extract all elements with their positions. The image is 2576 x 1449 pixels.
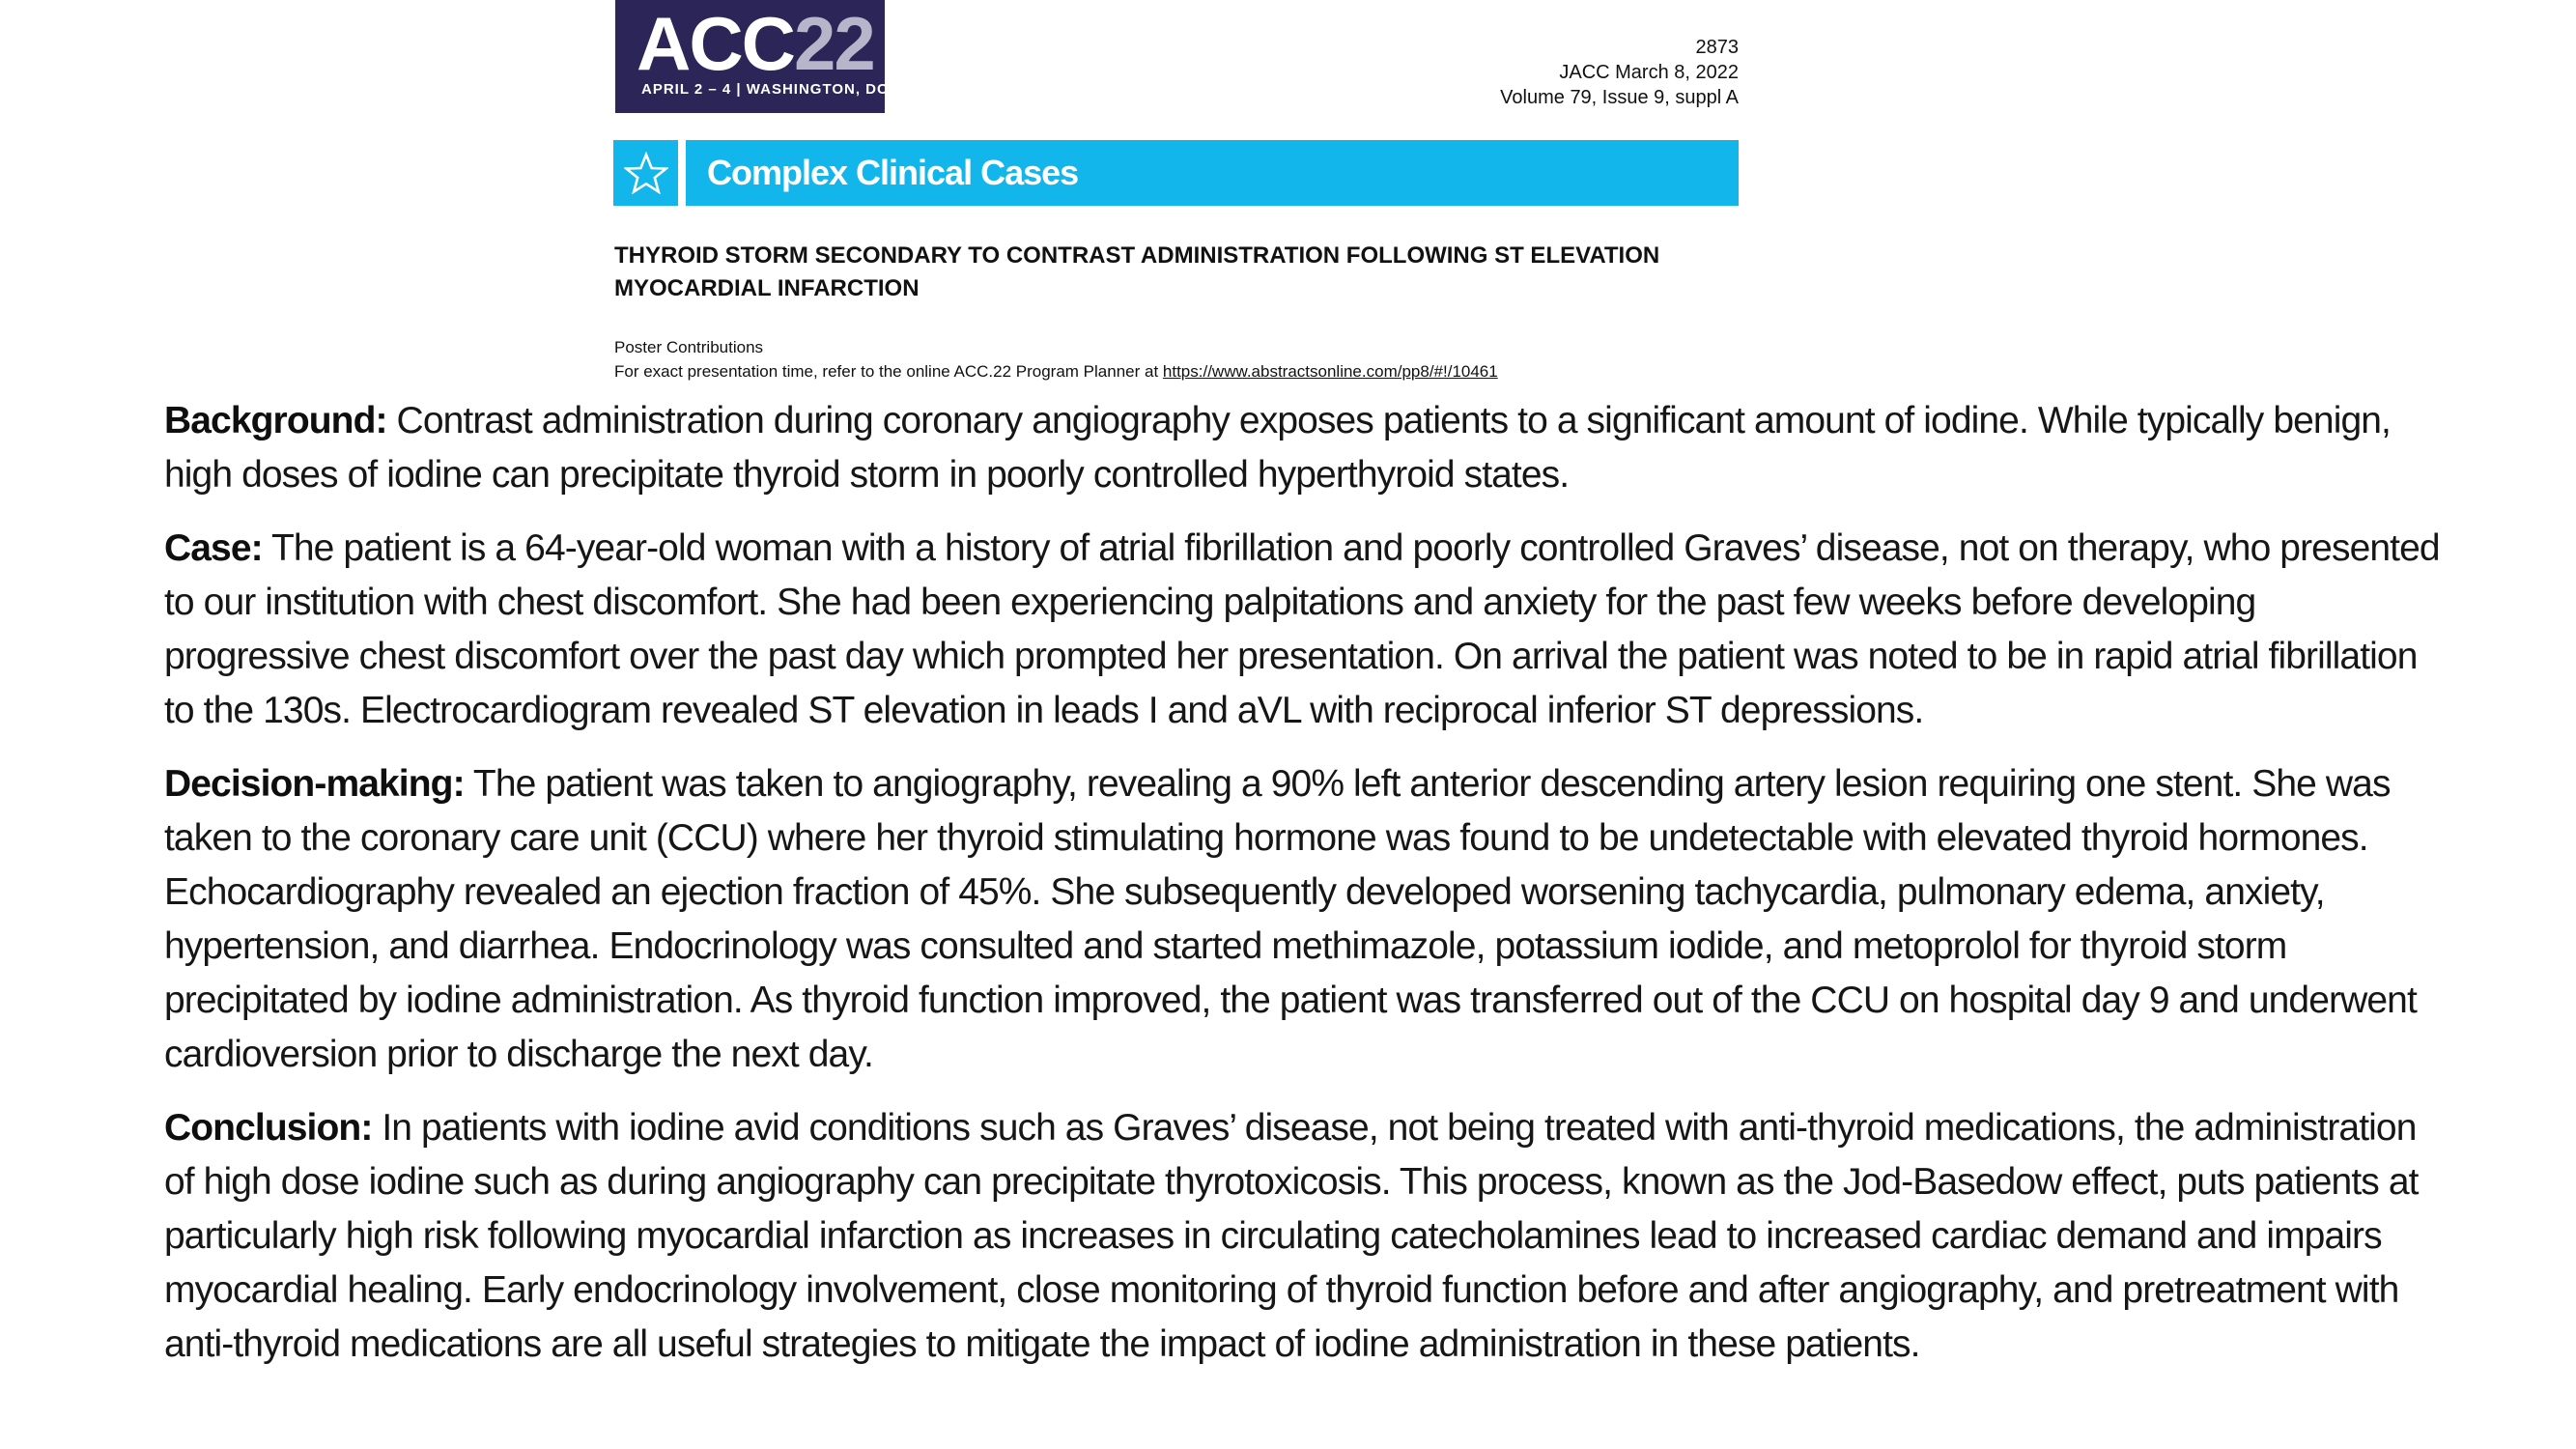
- section-banner: [613, 140, 1739, 206]
- section-title: Complex Clinical Cases: [707, 153, 1079, 192]
- conclusion-heading: Conclusion:: [164, 1107, 373, 1149]
- logo-wordmark: ACC22: [637, 1, 874, 86]
- journal-volume: Volume 79, Issue 9, suppl A: [1500, 87, 1739, 108]
- acc22-logo: [615, 0, 889, 113]
- abstract-body: [164, 394, 2444, 1391]
- decision-heading: Decision-making:: [164, 763, 465, 805]
- conclusion-text: In patients with iodine avid conditions such as Graves’ disease, not being treated with anti-thyroid medications, the administration of high dose iodine such as during angiography can precipitate thyrotoxicosis. This process, known as the Jod-Basedow effect, puts patients at particularly high risk following myocardial infarction as increases in circulating catecholamines lead to increased cardiac demand and impairs myocardial healing. Early endocrinology involvement, close monitoring of thyroid function before and after angiography, and pretreatment with anti-thyroid medications are all useful strategies to mitigate the impact of iodine administration in these patients.: [164, 1107, 2419, 1365]
- poster-info: [614, 335, 1498, 384]
- journal-citation: [1500, 35, 1739, 110]
- case-heading: Case:: [164, 527, 263, 569]
- poster-type: Poster Contributions: [614, 338, 764, 356]
- conclusion-paragraph: [164, 1101, 2444, 1372]
- background-text: Contrast administration during coronary angiography exposes patients to a significant amount of iodine. While typically benign, high doses of iodine can precipitate thyroid storm in poorly controlled hyperthyroid states.: [164, 400, 2391, 496]
- page-number: 2873: [1695, 37, 1739, 58]
- article-title: THYROID STORM SECONDARY TO CONTRAST ADMINISTRATION FOLLOWING ST ELEVATION MYOCARDIAL INFARCTION: [614, 242, 1660, 301]
- background-heading: Background:: [164, 400, 387, 441]
- star-icon: [613, 140, 678, 206]
- case-text: The patient is a 64-year-old woman with a history of atrial fibrillation and poorly controlled Graves’ disease, not on therapy, who presented to our institution with chest discomfort. She had been experiencing palpitations and anxiety for the past few weeks before developing progressive chest discomfort over the past day which prompted her presentation. On arrival the patient was noted to be in rapid atrial fibrillation to the 130s. Electrocardiogram revealed ST elevation in leads I and aVL with reciprocal inferior ST depressions.: [164, 527, 2440, 731]
- section-title-box: [686, 140, 1739, 206]
- case-paragraph: [164, 522, 2444, 738]
- decision-paragraph: [164, 757, 2444, 1082]
- poster-note: For exact presentation time, refer to the online ACC.22 Program Planner at https://www.abstractsonline.com/pp8/#!/10461: [614, 362, 1498, 381]
- background-paragraph: [164, 394, 2444, 502]
- program-planner-link[interactable]: https://www.abstractsonline.com/pp8/#!/10461: [1162, 362, 1498, 381]
- logo-dates: APRIL 2 – 4 | WASHINGTON, DC: [641, 81, 889, 98]
- journal-date: JACC March 8, 2022: [1559, 62, 1739, 83]
- decision-text: The patient was taken to angiography, revealing a 90% left anterior descending artery lesion requiring one stent. She was taken to the coronary care unit (CCU) where her thyroid stimulating hormone was found to be undetectable with elevated thyroid hormones. Echocardiography revealed an ejection fraction of 45%. She subsequently developed worsening tachycardia, pulmonary edema, anxiety, hypertension, and diarrhea. Endocrinology was consulted and started methimazole, potassium iodide, and metoprolol for thyroid storm precipitated by iodine administration. As thyroid function improved, the patient was transferred out of the CCU on hospital day 9 and underwent cardioversion prior to discharge the next day.: [164, 763, 2417, 1075]
